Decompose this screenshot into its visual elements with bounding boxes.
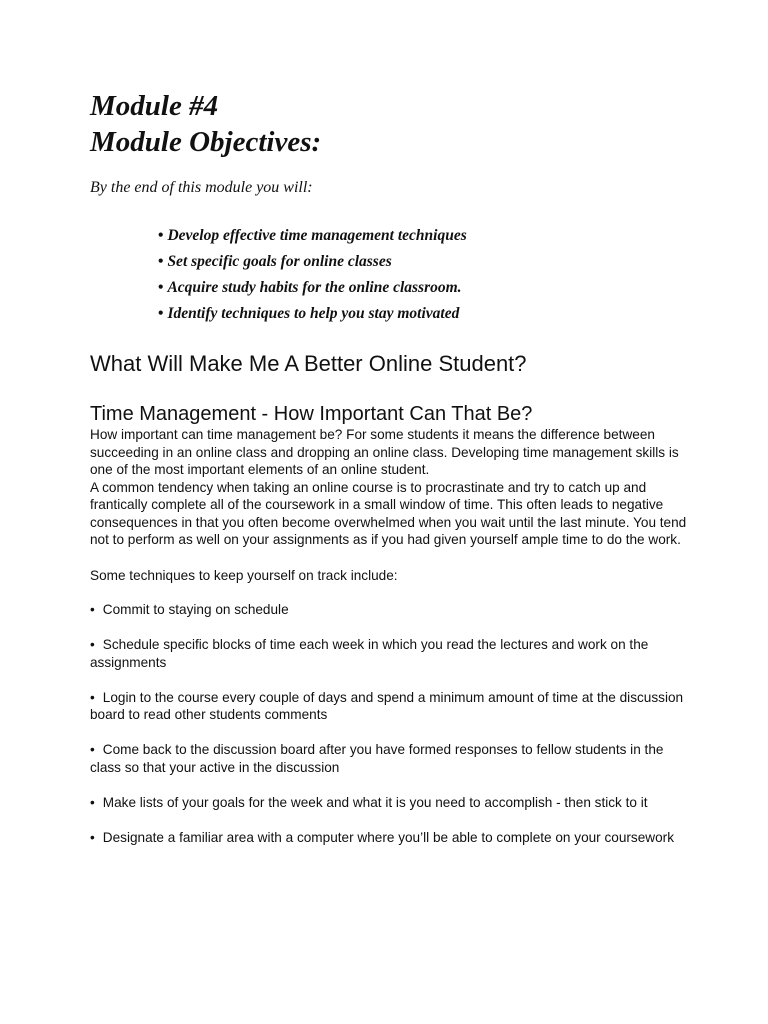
module-number: Module #4 bbox=[90, 90, 219, 122]
technique-item bbox=[90, 794, 690, 812]
intro-text: By the end of this module you will: bbox=[90, 179, 313, 196]
objective-text: Acquire study habits for the online classroom. bbox=[167, 279, 462, 296]
subsection-heading: Time Management - How Important Can That Be? bbox=[90, 403, 533, 425]
bullet-icon: • bbox=[158, 227, 164, 244]
bullet-icon: • bbox=[158, 305, 164, 322]
bullet-icon: • bbox=[90, 794, 95, 810]
paragraph: A common tendency when taking an online course is to procrastinate and try to catch up and frantically complete all of the coursework in a small window of time. This often leads to negative consequences in that you often become overwhelmed when you wait until the last minute. You tend not to perform as well on your assignments as if you had given yourself ample time to do the work. bbox=[90, 479, 687, 547]
body-text bbox=[90, 426, 690, 864]
module-title bbox=[90, 88, 321, 160]
technique-item bbox=[90, 741, 690, 776]
module-objectives-title: Module Objectives: bbox=[90, 126, 322, 158]
technique-text: Make lists of your goals for the week and what it is you need to accomplish - then stick to it bbox=[102, 794, 648, 810]
objective-text: Develop effective time management techniques bbox=[167, 227, 467, 244]
bullet-icon: • bbox=[90, 742, 95, 757]
bullet-icon: • bbox=[90, 637, 95, 652]
objective-item bbox=[158, 252, 467, 278]
bullet-icon: • bbox=[90, 829, 95, 845]
bullet-icon: • bbox=[90, 689, 95, 705]
objective-item bbox=[158, 278, 467, 304]
bullet-icon: • bbox=[158, 279, 164, 296]
technique-item bbox=[90, 689, 690, 724]
techniques-list bbox=[90, 601, 690, 846]
paragraph: How important can time management be? For some students it means the difference between succeeding in an online class and dropping an online class. Developing time management skills is one of the most important elements of an online student. bbox=[90, 427, 679, 477]
bullet-icon: • bbox=[90, 602, 95, 617]
technique-text: Designate a familiar area with a computer where you’ll be able to complete on your coursework bbox=[102, 829, 674, 845]
technique-text: Schedule specific blocks of time each week in which you read the lectures and work on the assignments bbox=[90, 637, 649, 670]
techniques-intro: Some techniques to keep yourself on track include: bbox=[90, 567, 398, 583]
section-heading: What Will Make Me A Better Online Student? bbox=[90, 351, 527, 376]
technique-text: Commit to staying on schedule bbox=[102, 602, 289, 617]
objective-text: Set specific goals for online classes bbox=[167, 253, 392, 270]
technique-item bbox=[90, 601, 690, 619]
objective-item bbox=[158, 226, 467, 252]
technique-text: Come back to the discussion board after you have formed responses to fellow students in the class so that your active in the discussion bbox=[90, 742, 664, 775]
technique-text: Login to the course every couple of days and spend a minimum amount of time at the discussion board to read other students comments bbox=[90, 689, 684, 722]
objectives-list bbox=[158, 226, 467, 330]
bullet-icon: • bbox=[158, 253, 164, 270]
objective-text: Identify techniques to help you stay motivated bbox=[167, 305, 460, 322]
technique-item bbox=[90, 829, 690, 847]
technique-item bbox=[90, 636, 690, 671]
objective-item bbox=[158, 304, 467, 330]
